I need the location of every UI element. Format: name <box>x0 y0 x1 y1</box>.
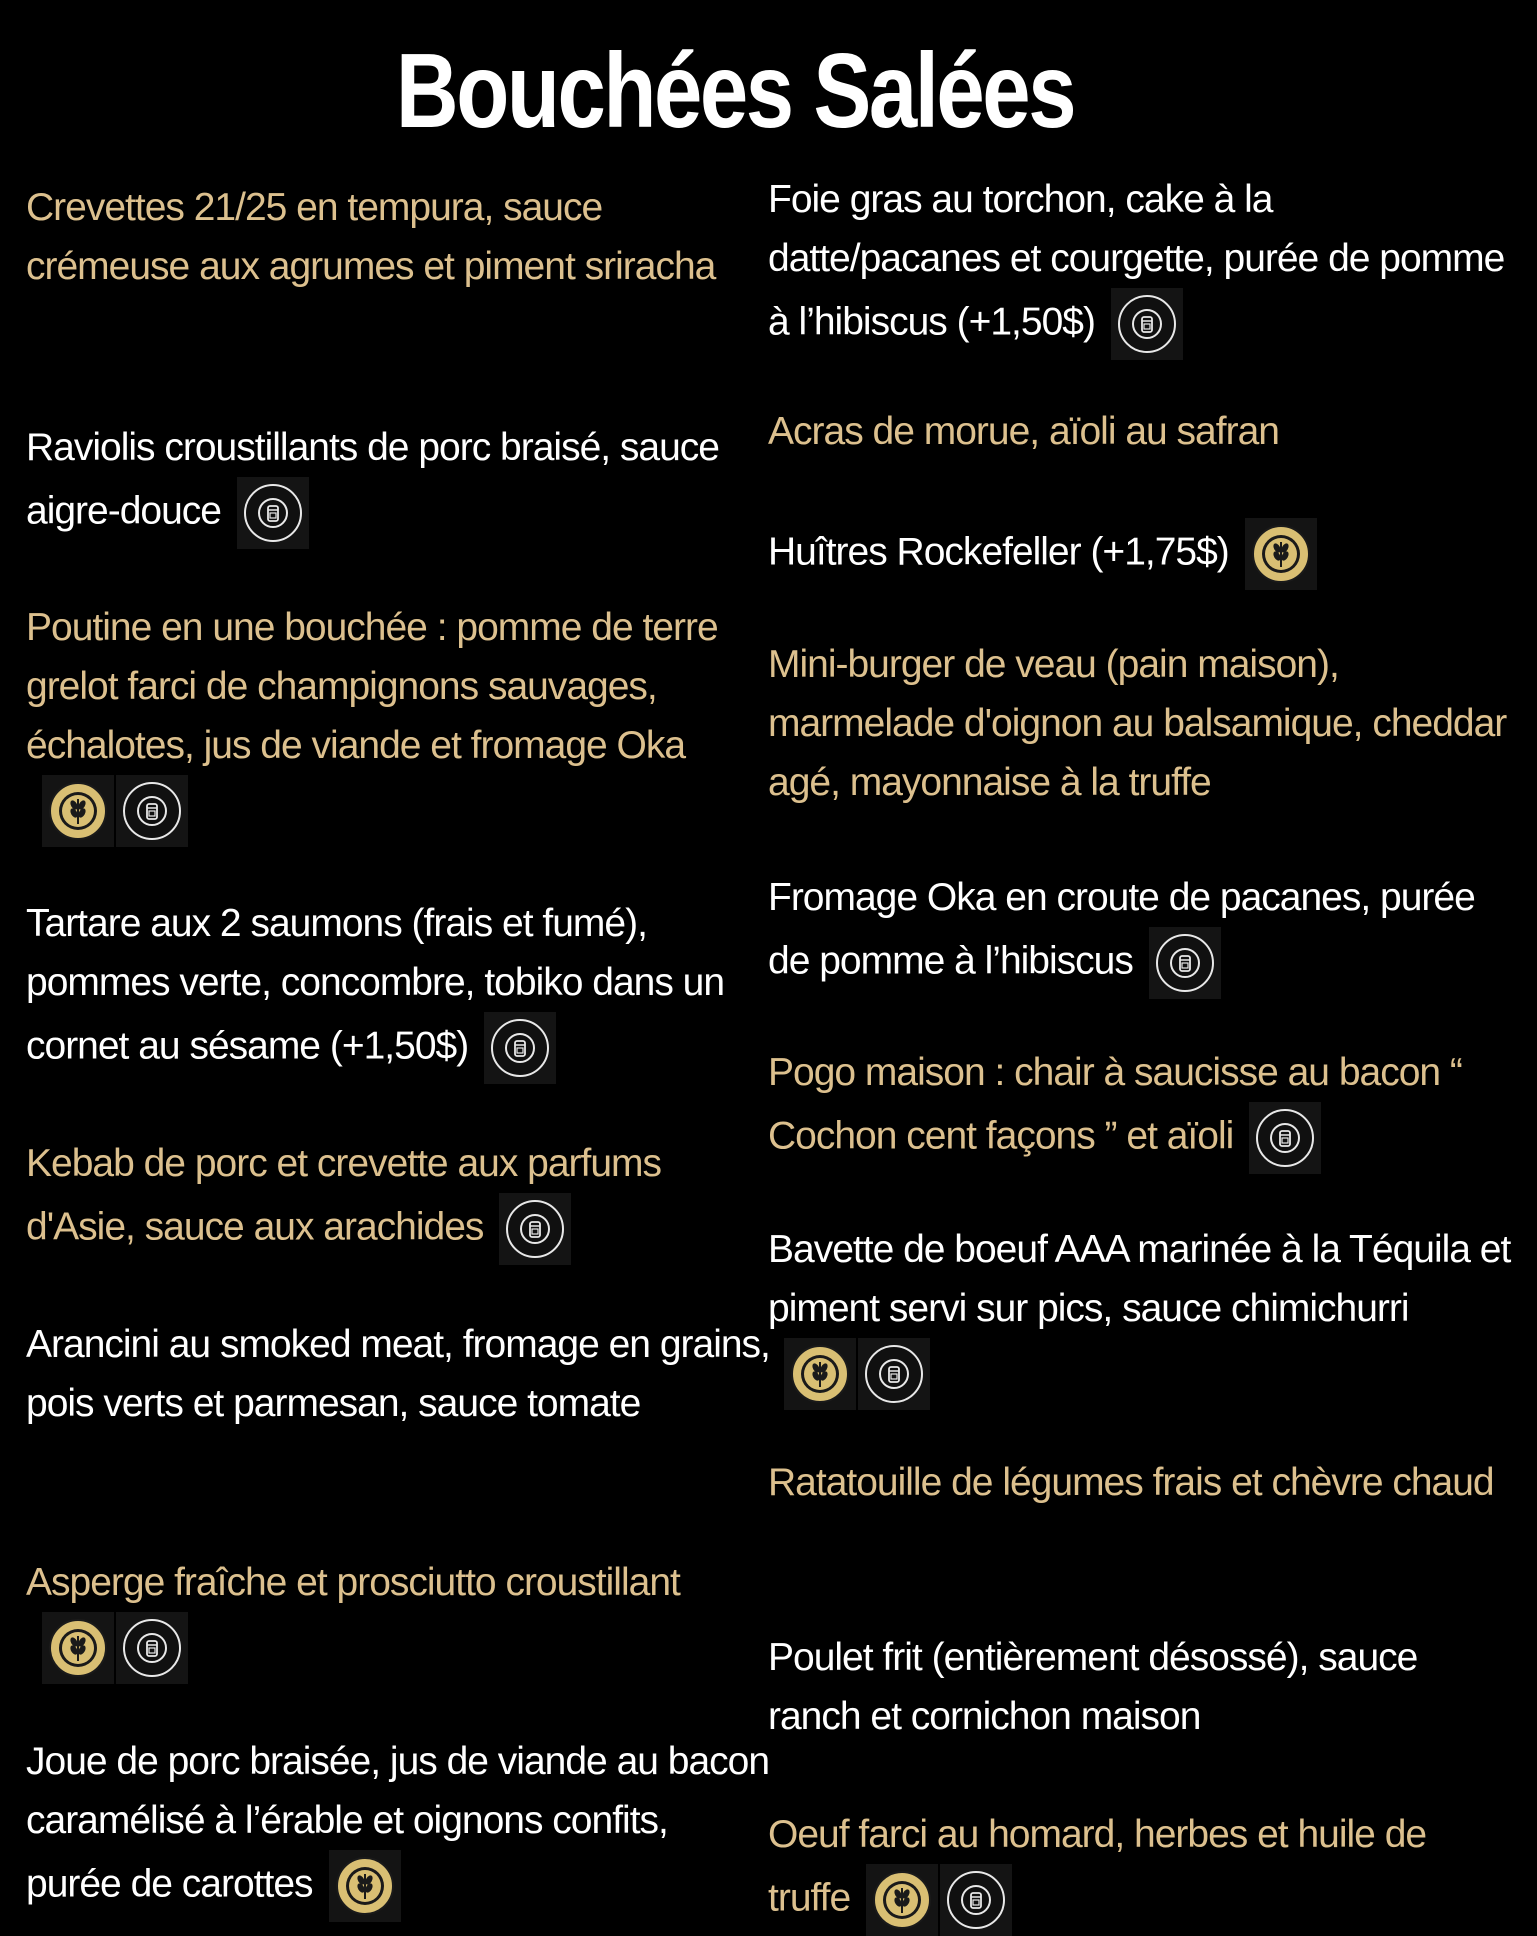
diet-badges <box>1247 1102 1321 1174</box>
menu-item-text: Poulet frit (entièrement désossé), sauce ranch et cornichon maison <box>768 1636 1418 1738</box>
gluten-free-icon <box>784 1338 856 1410</box>
menu-item-text: Asperge fraîche et prosciutto croustillant <box>26 1561 680 1604</box>
menu-item <box>26 418 771 549</box>
menu-item <box>26 1553 771 1684</box>
menu-item-text: Joue de porc braisée, jus de viande au bacon caramélisé à l’érable et oignons confits, purée de carottes <box>26 1740 770 1906</box>
menu-item <box>768 1043 1513 1174</box>
gluten-free-icon <box>1245 518 1317 590</box>
dairy-free-icon <box>1111 288 1183 360</box>
menu-item <box>26 598 771 847</box>
diet-badges <box>1243 518 1317 590</box>
menu-item-text: Arancini au smoked meat, fromage en grains, pois verts et parmesan, sauce tomate <box>26 1323 770 1425</box>
menu-item-text: Poutine en une bouchée : pomme de terre grelot farci de champignons sauvages, échalotes, jus de viande et fromage Oka <box>26 606 718 767</box>
diet-badges <box>864 1864 1012 1936</box>
diet-badges <box>40 775 188 847</box>
dairy-free-icon <box>116 1612 188 1684</box>
diet-badges <box>497 1193 571 1265</box>
dairy-free-icon <box>499 1193 571 1265</box>
menu-item-text: Crevettes 21/25 en tempura, sauce crémeuse aux agrumes et piment sriracha <box>26 186 716 288</box>
menu-item <box>26 1315 771 1433</box>
dairy-free-icon <box>237 477 309 549</box>
menu-item <box>26 178 771 296</box>
dairy-free-icon <box>484 1012 556 1084</box>
dairy-free-icon <box>116 775 188 847</box>
menu-item <box>768 518 1513 590</box>
menu-item <box>768 868 1513 999</box>
diet-badges <box>1109 288 1183 360</box>
menu-item-text: Fromage Oka en croute de pacanes, purée de pomme à l’hibiscus <box>768 876 1475 983</box>
diet-badges <box>782 1338 930 1410</box>
diet-badges <box>327 1850 401 1922</box>
menu-item <box>26 894 771 1084</box>
gluten-free-icon <box>329 1850 401 1922</box>
menu-item-text: Foie gras au torchon, cake à la datte/pacanes et courgette, purée de pomme à l’hibiscus (+1,50$) <box>768 178 1505 344</box>
menu-item <box>768 635 1513 812</box>
gluten-free-icon <box>866 1864 938 1936</box>
dairy-free-icon <box>858 1338 930 1410</box>
menu-item-text: Oeuf farci au homard, herbes et huile de truffe <box>768 1813 1427 1920</box>
menu-item-text: Tartare aux 2 saumons (frais et fumé), pommes verte, concombre, tobiko dans un cornet au sésame (+1,50$) <box>26 902 725 1068</box>
gluten-free-icon <box>42 1612 114 1684</box>
menu-item-text: Pogo maison : chair à saucisse au bacon “ Cochon cent façons ” et aïoli <box>768 1051 1462 1158</box>
diet-badges <box>482 1012 556 1084</box>
menu-item-text: Ratatouille de légumes frais et chèvre chaud <box>768 1461 1494 1504</box>
menu-item <box>768 1220 1513 1410</box>
gluten-free-icon <box>42 775 114 847</box>
menu-item-text: Bavette de boeuf AAA marinée à la Téquila et piment servi sur pics, sauce chimichurri <box>768 1228 1511 1330</box>
menu-item-text: Kebab de porc et crevette aux parfums d'Asie, sauce aux arachides <box>26 1142 662 1249</box>
dairy-free-icon <box>1149 927 1221 999</box>
menu-item <box>26 1732 771 1922</box>
menu-item-text: Acras de morue, aïoli au safran <box>768 410 1279 453</box>
menu-item <box>768 1805 1513 1936</box>
page-title: Bouchées Salées <box>395 32 1075 150</box>
diet-badges <box>235 477 309 549</box>
diet-badges <box>40 1612 188 1684</box>
menu-item <box>768 1628 1513 1746</box>
dairy-free-icon <box>1249 1102 1321 1174</box>
menu-item <box>768 402 1513 461</box>
menu-item-text: Huîtres Rockefeller (+1,75$) <box>768 530 1229 574</box>
menu-item <box>768 1453 1513 1512</box>
dairy-free-icon <box>940 1864 1012 1936</box>
diet-badges <box>1147 927 1221 999</box>
menu-item-text: Mini-burger de veau (pain maison), marmelade d'oignon au balsamique, cheddar agé, mayonnaise à la truffe <box>768 643 1507 804</box>
menu-item <box>768 170 1513 360</box>
menu-item <box>26 1134 771 1265</box>
menu-item-text: Raviolis croustillants de porc braisé, sauce aigre-douce <box>26 426 720 533</box>
